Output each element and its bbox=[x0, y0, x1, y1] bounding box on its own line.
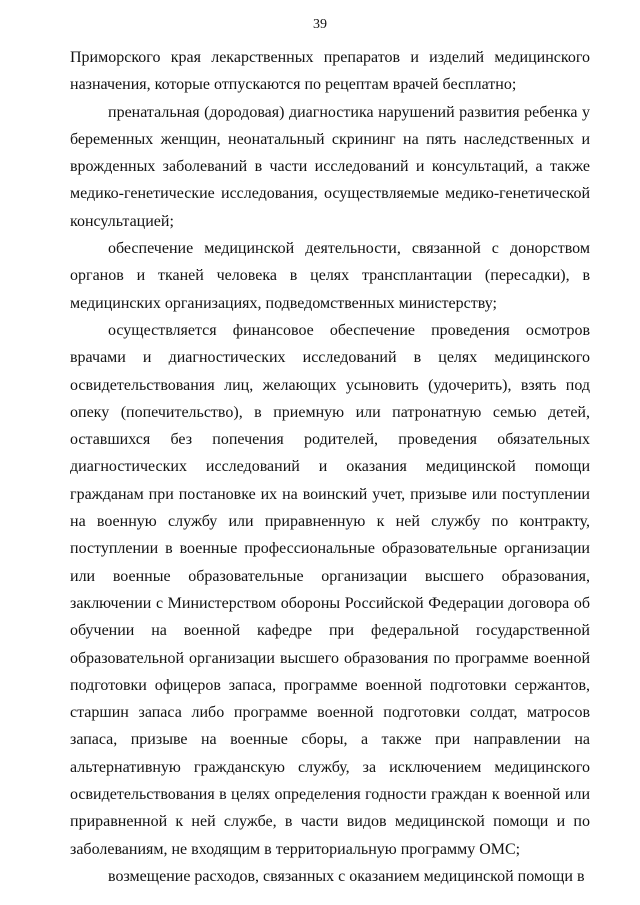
document-body bbox=[70, 44, 590, 890]
page-number: 39 bbox=[313, 17, 327, 32]
paragraph-medical-examinations: осуществляется финансовое обеспечение проведения осмотров врачами и диагностических исследований в целях медицинского освидетельствования лиц, желающих усыновить (удочерить), взять под опеку (попечительство), в приемную или патронатную семью детей, оставшихся без попечения родителей, проведения обязательных диагностических исследований и оказания медицинской помощи гражданам при постановке их на воинский учет, призыве или поступлении на военную службу или приравненную к ней службу по контракту, поступлении в военные профессиональные образовательные организации или военные образовательные организации высшего образования, заключении с Министерством обороны Российской Федерации договора об обучении на военной кафедре при федеральной государственной образовательной организации высшего образования по программе военной подготовки офицеров запаса, программе военной подготовки сержантов, старшин запаса либо программе военной подготовки солдат, матросов запаса, призыве на военные сборы, а также при направлении на альтернативную гражданскую службу, за исключением медицинского освидетельствования в целях определения годности граждан к военной или приравненной к ней службе, в части видов медицинской помощи и по заболеваниям, не входящим в территориальную программу ОМС; bbox=[70, 321, 590, 858]
paragraph-prenatal-diagnostics: пренатальная (дородовая) диагностика нарушений развития ребенка у беременных женщин, неонатальный скрининг на пять наследственных и врожденных заболеваний в части исследований и консультаций, а также медико-генетические исследования, осуществляемые медико-генетической консультацией; bbox=[70, 103, 590, 230]
paragraph-reimbursement: возмещение расходов, связанных с оказанием медицинской помощи в bbox=[108, 867, 585, 885]
paragraph-continuation: Приморского края лекарственных препаратов и изделий медицинского назначения, которые отпускаются по рецептам врачей бесплатно; bbox=[70, 49, 590, 94]
paragraph-organ-donation: обеспечение медицинской деятельности, связанной с донорством органов и тканей человека в целях трансплантации (пересадки), в медицинских организациях, подведомственных министерству; bbox=[70, 240, 590, 312]
